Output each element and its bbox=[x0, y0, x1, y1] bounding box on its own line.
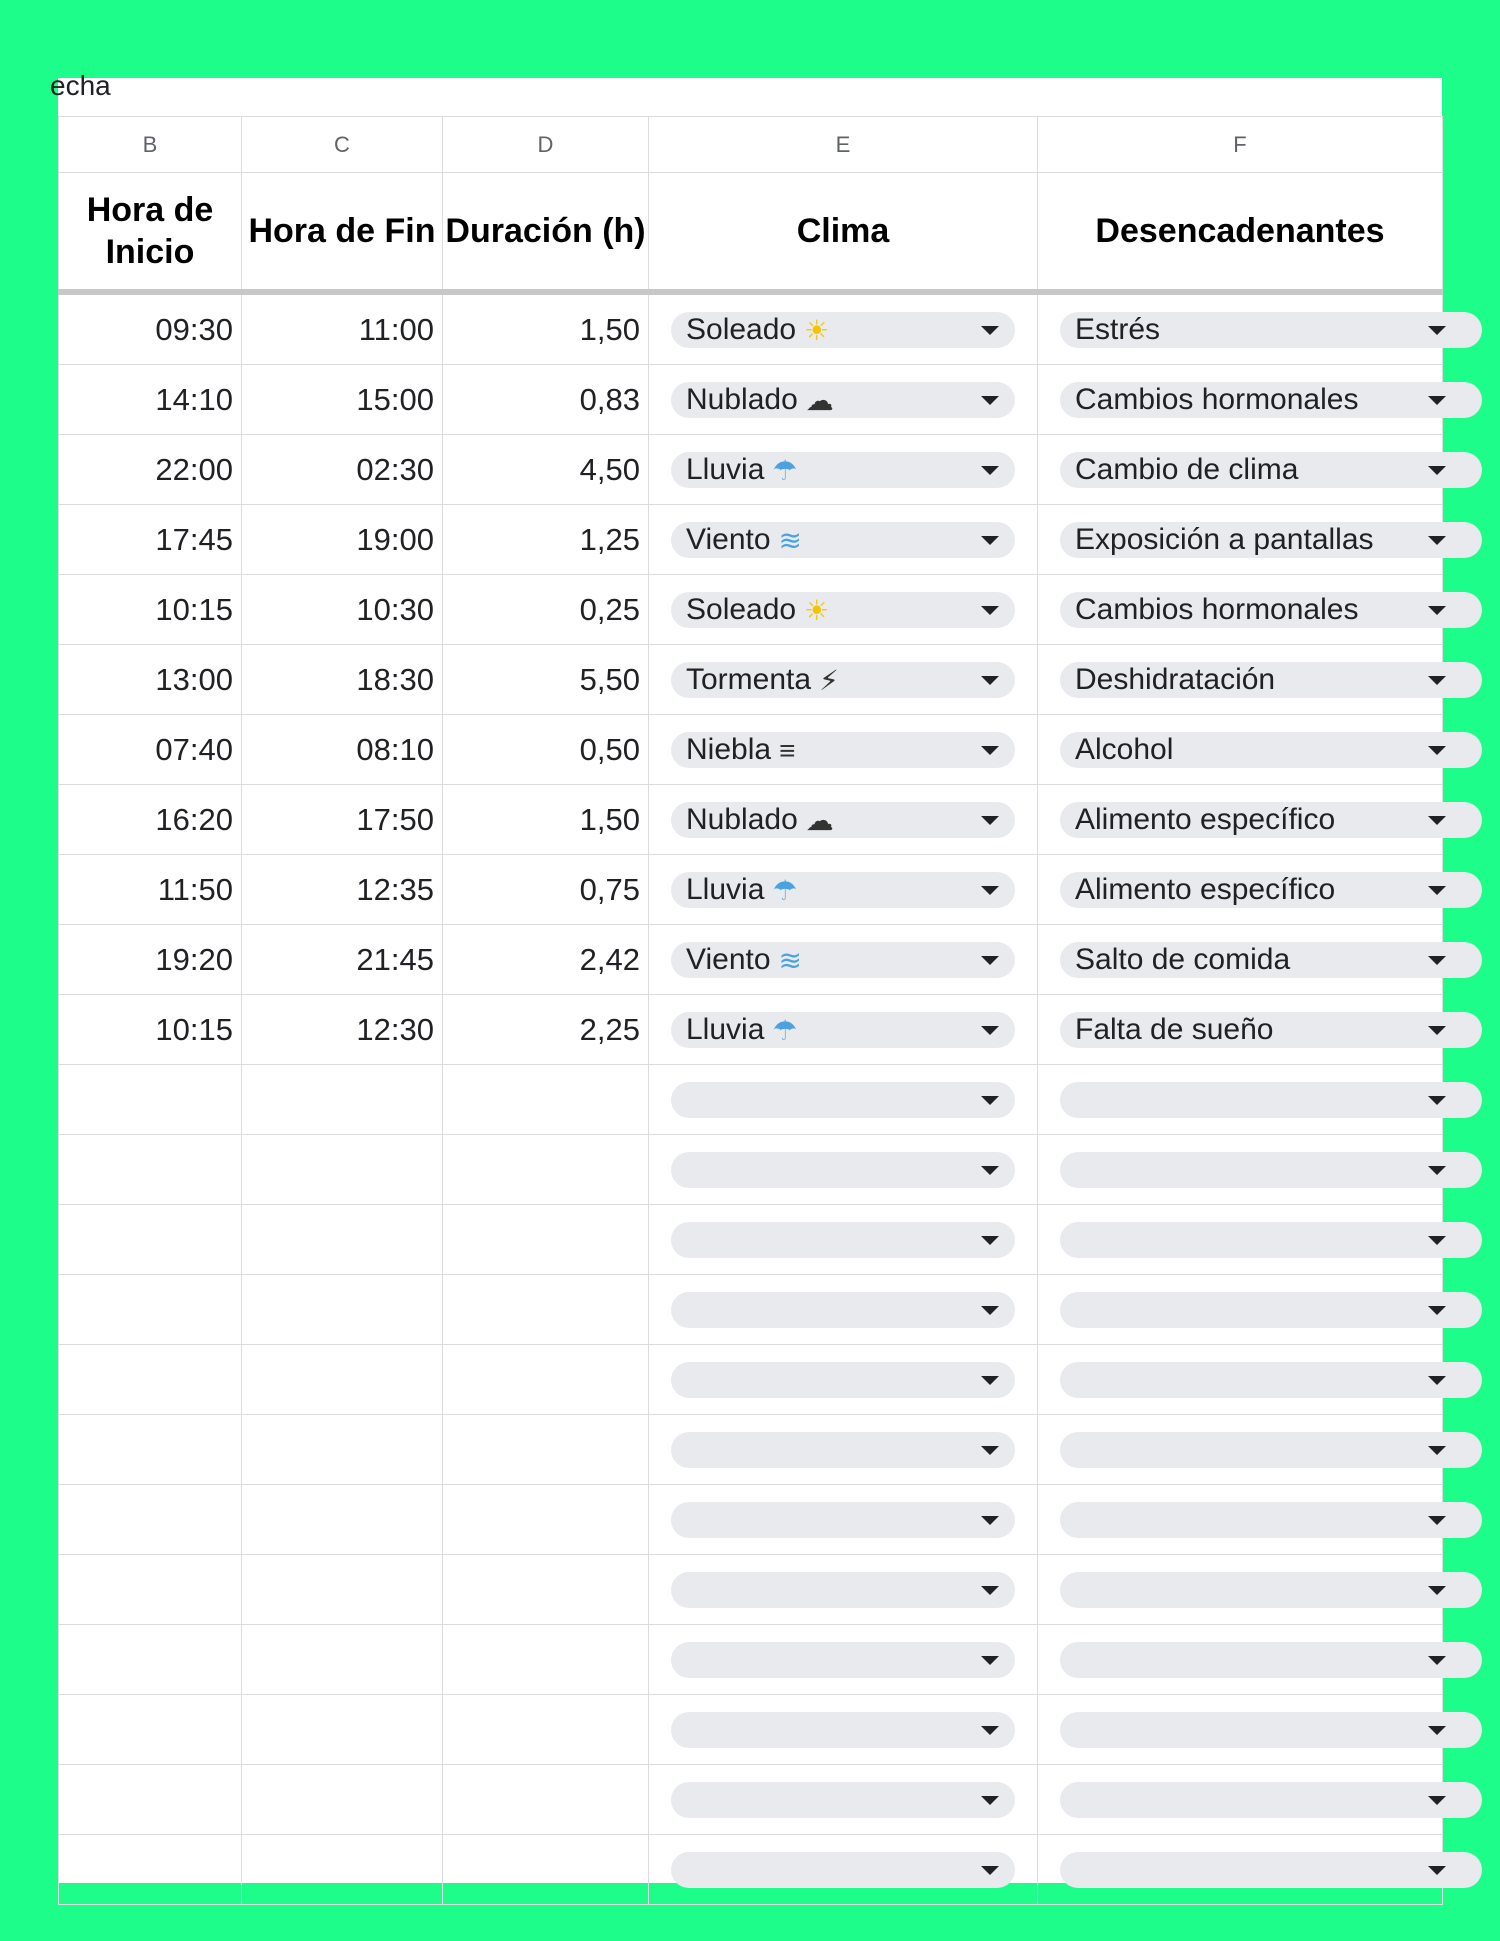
trigger-dropdown-chip[interactable] bbox=[1060, 1012, 1482, 1048]
start-time-cell[interactable]: 10:15 bbox=[59, 575, 242, 645]
dropdown-arrow-icon[interactable] bbox=[1428, 326, 1446, 335]
weather-label: Lluvia bbox=[686, 1012, 765, 1046]
end-time-cell[interactable] bbox=[242, 1345, 443, 1415]
trigger-dropdown-chip[interactable] bbox=[1060, 802, 1482, 838]
end-time-cell[interactable] bbox=[242, 1415, 443, 1485]
dropdown-arrow-icon[interactable] bbox=[981, 1376, 999, 1385]
trigger-label: Cambios hormonales bbox=[1075, 382, 1359, 416]
trigger-cell[interactable] bbox=[1038, 645, 1443, 715]
weather-dropdown-chip[interactable] bbox=[671, 802, 1015, 838]
formula-bar-text: echa bbox=[50, 70, 111, 101]
dropdown-arrow-icon[interactable] bbox=[1428, 536, 1446, 545]
end-time-cell[interactable]: 08:10 bbox=[242, 715, 443, 785]
duration-cell[interactable]: 5,50 bbox=[443, 645, 649, 715]
empty-row bbox=[59, 1205, 1443, 1275]
dropdown-arrow-icon[interactable] bbox=[1428, 606, 1446, 615]
end-time-cell[interactable]: 18:30 bbox=[242, 645, 443, 715]
dropdown-arrow-icon[interactable] bbox=[981, 606, 999, 615]
table-row bbox=[59, 785, 1443, 855]
dropdown-arrow-icon[interactable] bbox=[1428, 1446, 1446, 1455]
duration-cell[interactable]: 0,25 bbox=[443, 575, 649, 645]
weather-cell[interactable] bbox=[649, 1135, 1038, 1205]
table-row bbox=[59, 292, 1443, 365]
dropdown-arrow-icon[interactable] bbox=[1428, 676, 1446, 685]
fog-icon: ≡ bbox=[779, 734, 796, 766]
duration-cell[interactable] bbox=[443, 1695, 649, 1765]
weather-dropdown-chip[interactable] bbox=[671, 732, 1015, 768]
duration-cell[interactable]: 1,50 bbox=[443, 292, 649, 365]
trigger-cell[interactable] bbox=[1038, 505, 1443, 575]
trigger-dropdown-chip[interactable] bbox=[1060, 942, 1482, 978]
dropdown-arrow-icon[interactable] bbox=[981, 1726, 999, 1735]
trigger-cell[interactable] bbox=[1038, 855, 1443, 925]
empty-row bbox=[59, 1485, 1443, 1555]
duration-cell[interactable] bbox=[443, 1555, 649, 1625]
start-time-cell[interactable]: 11:50 bbox=[59, 855, 242, 925]
start-time-cell[interactable]: 13:00 bbox=[59, 645, 242, 715]
start-time-cell[interactable]: 14:10 bbox=[59, 365, 242, 435]
dropdown-arrow-icon[interactable] bbox=[1428, 1516, 1446, 1525]
weather-dropdown-chip[interactable] bbox=[671, 1572, 1015, 1608]
empty-row bbox=[59, 1415, 1443, 1485]
weather-cell[interactable] bbox=[649, 715, 1038, 785]
weather-cell[interactable] bbox=[649, 1205, 1038, 1275]
weather-cell[interactable] bbox=[649, 1555, 1038, 1625]
weather-cell[interactable] bbox=[649, 1065, 1038, 1135]
weather-label: Niebla bbox=[686, 732, 772, 766]
trigger-cell[interactable] bbox=[1038, 1275, 1443, 1345]
end-time-cell[interactable] bbox=[242, 1695, 443, 1765]
trigger-cell[interactable] bbox=[1038, 1415, 1443, 1485]
end-time-cell[interactable] bbox=[242, 1065, 443, 1135]
weather-label: Soleado bbox=[686, 312, 797, 346]
trigger-dropdown-chip[interactable] bbox=[1060, 382, 1482, 418]
weather-dropdown-chip[interactable] bbox=[671, 662, 1015, 698]
table-row bbox=[59, 855, 1443, 925]
weather-cell[interactable] bbox=[649, 1345, 1038, 1415]
dropdown-arrow-icon[interactable] bbox=[981, 1026, 999, 1035]
trigger-dropdown-chip[interactable] bbox=[1060, 662, 1482, 698]
trigger-dropdown-chip[interactable] bbox=[1060, 1712, 1482, 1748]
trigger-label: Alcohol bbox=[1075, 732, 1174, 766]
trigger-dropdown-chip[interactable] bbox=[1060, 1152, 1482, 1188]
trigger-dropdown-chip[interactable] bbox=[1060, 1502, 1482, 1538]
duration-cell[interactable]: 4,50 bbox=[443, 435, 649, 505]
trigger-dropdown-chip[interactable] bbox=[1060, 872, 1482, 908]
trigger-cell[interactable] bbox=[1038, 365, 1443, 435]
weather-label: Tormenta bbox=[686, 662, 812, 696]
trigger-dropdown-chip[interactable] bbox=[1060, 1572, 1482, 1608]
trigger-cell[interactable] bbox=[1038, 1555, 1443, 1625]
start-time-cell[interactable] bbox=[59, 1485, 242, 1555]
duration-cell[interactable] bbox=[443, 1205, 649, 1275]
weather-cell[interactable] bbox=[649, 435, 1038, 505]
cloud-icon: ☁ bbox=[805, 384, 834, 416]
empty-row bbox=[59, 1065, 1443, 1135]
duration-cell[interactable] bbox=[443, 1275, 649, 1345]
dropdown-arrow-icon[interactable] bbox=[1428, 816, 1446, 825]
start-time-cell[interactable]: 19:20 bbox=[59, 925, 242, 995]
weather-cell[interactable] bbox=[649, 645, 1038, 715]
end-time-cell[interactable]: 17:50 bbox=[242, 785, 443, 855]
end-time-cell[interactable]: 19:00 bbox=[242, 505, 443, 575]
trigger-label: Deshidratación bbox=[1075, 662, 1276, 696]
start-time-cell[interactable]: 17:45 bbox=[59, 505, 242, 575]
table-row bbox=[59, 645, 1443, 715]
trigger-dropdown-chip[interactable] bbox=[1060, 452, 1482, 488]
dropdown-arrow-icon[interactable] bbox=[981, 1236, 999, 1245]
weather-dropdown-chip[interactable] bbox=[671, 1152, 1015, 1188]
trigger-cell[interactable] bbox=[1038, 1345, 1443, 1415]
start-time-cell[interactable] bbox=[59, 1835, 242, 1905]
start-time-cell[interactable] bbox=[59, 1205, 242, 1275]
end-time-cell[interactable] bbox=[242, 1205, 443, 1275]
start-time-cell[interactable] bbox=[59, 1065, 242, 1135]
weather-dropdown-chip[interactable] bbox=[671, 942, 1015, 978]
weather-dropdown-chip[interactable] bbox=[671, 592, 1015, 628]
empty-row bbox=[59, 1555, 1443, 1625]
trigger-cell[interactable] bbox=[1038, 925, 1443, 995]
dropdown-arrow-icon[interactable] bbox=[981, 816, 999, 825]
table-row bbox=[59, 925, 1443, 995]
data-grid bbox=[58, 116, 1443, 1905]
table-row bbox=[59, 505, 1443, 575]
dropdown-arrow-icon[interactable] bbox=[1428, 1376, 1446, 1385]
trigger-cell[interactable] bbox=[1038, 995, 1443, 1065]
duration-cell[interactable]: 0,75 bbox=[443, 855, 649, 925]
header-weather[interactable]: Clima bbox=[649, 173, 1038, 293]
duration-cell[interactable] bbox=[443, 1135, 649, 1205]
dropdown-arrow-icon[interactable] bbox=[981, 886, 999, 895]
cloud-icon: ☁ bbox=[805, 804, 834, 836]
trigger-cell[interactable] bbox=[1038, 575, 1443, 645]
end-time-cell[interactable] bbox=[242, 1555, 443, 1625]
duration-cell[interactable]: 2,25 bbox=[443, 995, 649, 1065]
weather-cell[interactable] bbox=[649, 1625, 1038, 1695]
dropdown-arrow-icon[interactable] bbox=[1428, 1796, 1446, 1805]
weather-cell[interactable] bbox=[649, 855, 1038, 925]
end-time-cell[interactable] bbox=[242, 1485, 443, 1555]
column-letter-b[interactable]: B bbox=[59, 117, 242, 173]
trigger-cell[interactable] bbox=[1038, 1205, 1443, 1275]
dropdown-arrow-icon[interactable] bbox=[981, 536, 999, 545]
trigger-dropdown-chip[interactable] bbox=[1060, 1292, 1482, 1328]
dropdown-arrow-icon[interactable] bbox=[981, 1516, 999, 1525]
dropdown-arrow-icon[interactable] bbox=[981, 1096, 999, 1105]
rain-cloud-icon: ☂ bbox=[772, 454, 798, 486]
weather-dropdown-chip[interactable] bbox=[671, 312, 1015, 348]
dropdown-arrow-icon[interactable] bbox=[981, 1796, 999, 1805]
trigger-dropdown-chip[interactable] bbox=[1060, 1852, 1482, 1888]
dropdown-arrow-icon[interactable] bbox=[981, 1166, 999, 1175]
weather-cell[interactable] bbox=[649, 1765, 1038, 1835]
grid-body bbox=[59, 292, 1443, 1905]
weather-cell[interactable] bbox=[649, 1275, 1038, 1345]
dropdown-arrow-icon[interactable] bbox=[981, 746, 999, 755]
weather-cell[interactable] bbox=[649, 292, 1038, 365]
duration-cell[interactable] bbox=[443, 1835, 649, 1905]
table-row bbox=[59, 715, 1443, 785]
dropdown-arrow-icon[interactable] bbox=[1428, 1236, 1446, 1245]
trigger-label: Alimento específico bbox=[1075, 802, 1336, 836]
trigger-label: Cambio de clima bbox=[1075, 452, 1299, 486]
trigger-dropdown-chip[interactable] bbox=[1060, 1642, 1482, 1678]
weather-label: Nublado bbox=[686, 802, 798, 836]
dropdown-arrow-icon[interactable] bbox=[981, 1446, 999, 1455]
weather-cell[interactable] bbox=[649, 1695, 1038, 1765]
column-letter-d[interactable]: D bbox=[443, 117, 649, 173]
start-time-cell[interactable]: 07:40 bbox=[59, 715, 242, 785]
weather-cell[interactable] bbox=[649, 995, 1038, 1065]
weather-dropdown-chip[interactable] bbox=[671, 522, 1015, 558]
end-time-cell[interactable] bbox=[242, 1625, 443, 1695]
start-time-cell[interactable]: 22:00 bbox=[59, 435, 242, 505]
dropdown-arrow-icon[interactable] bbox=[981, 1866, 999, 1875]
dropdown-arrow-icon[interactable] bbox=[981, 1656, 999, 1665]
start-time-cell[interactable] bbox=[59, 1275, 242, 1345]
start-time-cell[interactable]: 09:30 bbox=[59, 292, 242, 365]
end-time-cell[interactable] bbox=[242, 1275, 443, 1345]
weather-dropdown-chip[interactable] bbox=[671, 452, 1015, 488]
dropdown-arrow-icon[interactable] bbox=[981, 956, 999, 965]
duration-cell[interactable] bbox=[443, 1485, 649, 1555]
start-time-cell[interactable]: 10:15 bbox=[59, 995, 242, 1065]
dropdown-arrow-icon[interactable] bbox=[1428, 886, 1446, 895]
duration-cell[interactable] bbox=[443, 1765, 649, 1835]
weather-dropdown-chip[interactable] bbox=[671, 1222, 1015, 1258]
trigger-dropdown-chip[interactable] bbox=[1060, 1222, 1482, 1258]
storm-cloud-icon: ⚡ bbox=[819, 664, 839, 696]
weather-label: Viento bbox=[686, 942, 771, 976]
end-time-cell[interactable]: 10:30 bbox=[242, 575, 443, 645]
weather-dropdown-chip[interactable] bbox=[671, 1502, 1015, 1538]
weather-dropdown-chip[interactable] bbox=[671, 1362, 1015, 1398]
sun-icon: ☀ bbox=[804, 594, 830, 626]
table-row bbox=[59, 995, 1443, 1065]
weather-label: Lluvia bbox=[686, 452, 765, 486]
trigger-dropdown-chip[interactable] bbox=[1060, 732, 1482, 768]
dropdown-arrow-icon[interactable] bbox=[1428, 746, 1446, 755]
weather-dropdown-chip[interactable] bbox=[671, 1432, 1015, 1468]
weather-label: Viento bbox=[686, 522, 771, 556]
trigger-cell[interactable] bbox=[1038, 715, 1443, 785]
duration-cell[interactable]: 1,25 bbox=[443, 505, 649, 575]
dropdown-arrow-icon[interactable] bbox=[981, 326, 999, 335]
weather-cell[interactable] bbox=[649, 785, 1038, 855]
weather-cell[interactable] bbox=[649, 1485, 1038, 1555]
dropdown-arrow-icon[interactable] bbox=[1428, 1306, 1446, 1315]
weather-cell[interactable] bbox=[649, 1835, 1038, 1905]
end-time-cell[interactable]: 21:45 bbox=[242, 925, 443, 995]
end-time-cell[interactable]: 02:30 bbox=[242, 435, 443, 505]
weather-dropdown-chip[interactable] bbox=[671, 1712, 1015, 1748]
trigger-cell[interactable] bbox=[1038, 1625, 1443, 1695]
start-time-cell[interactable] bbox=[59, 1135, 242, 1205]
trigger-label: Exposición a pantallas bbox=[1075, 522, 1374, 556]
weather-dropdown-chip[interactable] bbox=[671, 1012, 1015, 1048]
trigger-label: Falta de sueño bbox=[1075, 1012, 1274, 1046]
end-time-cell[interactable]: 12:35 bbox=[242, 855, 443, 925]
start-time-cell[interactable] bbox=[59, 1555, 242, 1625]
empty-row bbox=[59, 1835, 1443, 1905]
dropdown-arrow-icon[interactable] bbox=[981, 1586, 999, 1595]
trigger-dropdown-chip[interactable] bbox=[1060, 1432, 1482, 1468]
end-time-cell[interactable] bbox=[242, 1765, 443, 1835]
duration-cell[interactable]: 1,50 bbox=[443, 785, 649, 855]
trigger-cell[interactable] bbox=[1038, 1695, 1443, 1765]
duration-cell[interactable] bbox=[443, 1345, 649, 1415]
trigger-cell[interactable] bbox=[1038, 785, 1443, 855]
empty-row bbox=[59, 1345, 1443, 1415]
weather-dropdown-chip[interactable] bbox=[671, 1852, 1015, 1888]
spreadsheet bbox=[50, 70, 1442, 1883]
trigger-dropdown-chip[interactable] bbox=[1060, 312, 1482, 348]
trigger-label: Cambios hormonales bbox=[1075, 592, 1359, 626]
dropdown-arrow-icon[interactable] bbox=[981, 466, 999, 475]
weather-dropdown-chip[interactable] bbox=[671, 1782, 1015, 1818]
weather-dropdown-chip[interactable] bbox=[671, 382, 1015, 418]
table-row bbox=[59, 365, 1443, 435]
dropdown-arrow-icon[interactable] bbox=[1428, 1586, 1446, 1595]
column-letter-c[interactable]: C bbox=[242, 117, 443, 173]
start-time-cell[interactable] bbox=[59, 1765, 242, 1835]
empty-row bbox=[59, 1625, 1443, 1695]
trigger-cell[interactable] bbox=[1038, 1765, 1443, 1835]
table-row bbox=[59, 575, 1443, 645]
weather-cell[interactable] bbox=[649, 925, 1038, 995]
weather-cell[interactable] bbox=[649, 575, 1038, 645]
weather-label: Lluvia bbox=[686, 872, 765, 906]
header-start-time[interactable]: Hora de Inicio bbox=[59, 173, 242, 293]
end-time-cell[interactable]: 15:00 bbox=[242, 365, 443, 435]
dropdown-arrow-icon[interactable] bbox=[1428, 1096, 1446, 1105]
formula-bar[interactable] bbox=[50, 70, 1442, 117]
dropdown-arrow-icon[interactable] bbox=[1428, 1166, 1446, 1175]
weather-dropdown-chip[interactable] bbox=[671, 872, 1015, 908]
empty-row bbox=[59, 1695, 1443, 1765]
trigger-label: Estrés bbox=[1075, 312, 1161, 346]
table-row bbox=[59, 435, 1443, 505]
start-time-cell[interactable] bbox=[59, 1695, 242, 1765]
header-duration[interactable]: Duración (h) bbox=[443, 173, 649, 293]
end-time-cell[interactable]: 12:30 bbox=[242, 995, 443, 1065]
sun-icon: ☀ bbox=[804, 314, 830, 346]
wind-icon: ≋ bbox=[778, 944, 802, 976]
duration-cell[interactable] bbox=[443, 1065, 649, 1135]
weather-label: Soleado bbox=[686, 592, 797, 626]
start-time-cell[interactable] bbox=[59, 1415, 242, 1485]
column-letter-e[interactable]: E bbox=[649, 117, 1038, 173]
trigger-cell[interactable] bbox=[1038, 1485, 1443, 1555]
weather-dropdown-chip[interactable] bbox=[671, 1642, 1015, 1678]
dropdown-arrow-icon[interactable] bbox=[1428, 956, 1446, 965]
dropdown-arrow-icon[interactable] bbox=[1428, 1866, 1446, 1875]
duration-cell[interactable] bbox=[443, 1415, 649, 1485]
header-triggers[interactable]: Desencadenantes bbox=[1038, 173, 1443, 293]
weather-label: Nublado bbox=[686, 382, 798, 416]
trigger-cell[interactable] bbox=[1038, 1135, 1443, 1205]
empty-row bbox=[59, 1765, 1443, 1835]
trigger-dropdown-chip[interactable] bbox=[1060, 592, 1482, 628]
trigger-dropdown-chip[interactable] bbox=[1060, 1362, 1482, 1398]
trigger-label: Salto de comida bbox=[1075, 942, 1291, 976]
trigger-cell[interactable] bbox=[1038, 1835, 1443, 1905]
dropdown-arrow-icon[interactable] bbox=[981, 396, 999, 405]
weather-cell[interactable] bbox=[649, 365, 1038, 435]
duration-cell[interactable]: 2,42 bbox=[443, 925, 649, 995]
rain-cloud-icon: ☂ bbox=[772, 874, 798, 906]
start-time-cell[interactable]: 16:20 bbox=[59, 785, 242, 855]
column-letter-f[interactable]: F bbox=[1038, 117, 1443, 173]
weather-cell[interactable] bbox=[649, 1415, 1038, 1485]
weather-dropdown-chip[interactable] bbox=[671, 1292, 1015, 1328]
rain-cloud-icon: ☂ bbox=[772, 1014, 798, 1046]
duration-cell[interactable]: 0,83 bbox=[443, 365, 649, 435]
duration-cell[interactable] bbox=[443, 1625, 649, 1695]
trigger-dropdown-chip[interactable] bbox=[1060, 1782, 1482, 1818]
weather-dropdown-chip[interactable] bbox=[671, 1082, 1015, 1118]
empty-row bbox=[59, 1135, 1443, 1205]
dropdown-arrow-icon[interactable] bbox=[981, 1306, 999, 1315]
trigger-cell[interactable] bbox=[1038, 435, 1443, 505]
trigger-dropdown-chip[interactable] bbox=[1060, 1082, 1482, 1118]
start-time-cell[interactable] bbox=[59, 1625, 242, 1695]
header-row bbox=[59, 173, 1443, 293]
column-letter-row bbox=[59, 117, 1443, 173]
start-time-cell[interactable] bbox=[59, 1345, 242, 1415]
empty-row bbox=[59, 1275, 1443, 1345]
wind-icon: ≋ bbox=[778, 524, 802, 556]
end-time-cell[interactable] bbox=[242, 1135, 443, 1205]
dropdown-arrow-icon[interactable] bbox=[1428, 1656, 1446, 1665]
dropdown-arrow-icon[interactable] bbox=[1428, 396, 1446, 405]
duration-cell[interactable]: 0,50 bbox=[443, 715, 649, 785]
dropdown-arrow-icon[interactable] bbox=[981, 676, 999, 685]
dropdown-arrow-icon[interactable] bbox=[1428, 466, 1446, 475]
dropdown-arrow-icon[interactable] bbox=[1428, 1726, 1446, 1735]
header-end-time[interactable]: Hora de Fin bbox=[242, 173, 443, 293]
end-time-cell[interactable]: 11:00 bbox=[242, 292, 443, 365]
trigger-label: Alimento específico bbox=[1075, 872, 1336, 906]
end-time-cell[interactable] bbox=[242, 1835, 443, 1905]
trigger-cell[interactable] bbox=[1038, 292, 1443, 365]
trigger-cell[interactable] bbox=[1038, 1065, 1443, 1135]
trigger-dropdown-chip[interactable] bbox=[1060, 522, 1482, 558]
weather-cell[interactable] bbox=[649, 505, 1038, 575]
dropdown-arrow-icon[interactable] bbox=[1428, 1026, 1446, 1035]
